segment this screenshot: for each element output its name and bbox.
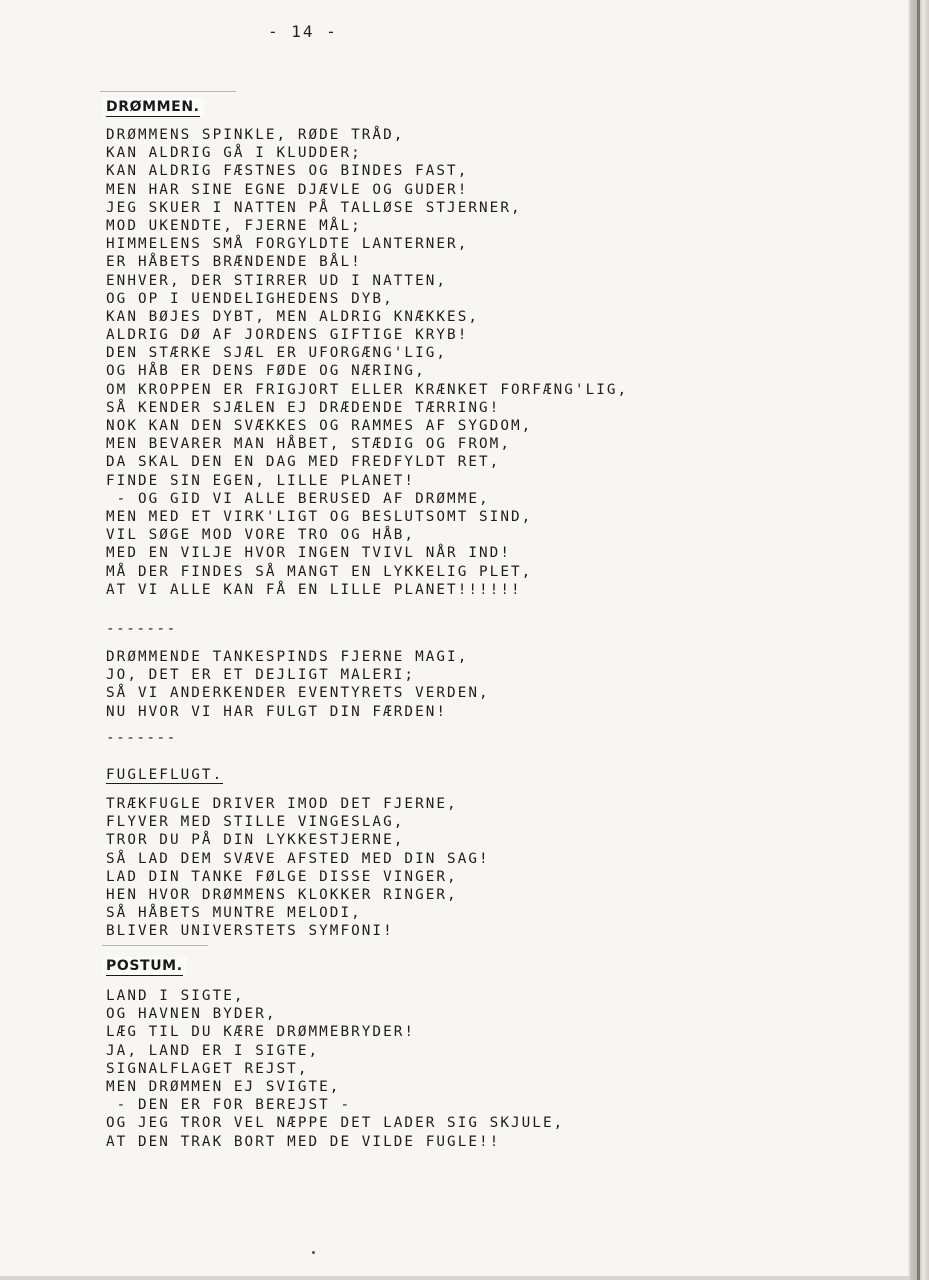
poem-line: AT VI ALLE KAN FÅ EN LILLE PLANET!!!!!!	[106, 581, 522, 598]
poem-line: SIGNALFLAGET REJST,	[106, 1060, 309, 1077]
poem-title-postum-text: POSTUM.	[106, 958, 183, 974]
poem-line: SÅ VI ANDERKENDER EVENTYRETS VERDEN,	[106, 685, 490, 702]
poem-magic	[106, 648, 490, 721]
poem-line: JA, LAND ER I SIGTE,	[106, 1042, 320, 1059]
page-number: - 14 -	[268, 22, 338, 41]
poem-line: DA SKAL DEN EN DAG MED FREDFYLDT RET,	[106, 454, 501, 471]
poem-line: FLYVER MED STILLE VINGESLAG,	[106, 814, 405, 831]
poem-line: MOD UKENDTE, FJERNE MÅL;	[106, 217, 362, 234]
poem-line: BLIVER UNIVERSTETS SYMFONI!	[106, 923, 394, 940]
poem-line: MEN BEVARER MAN HÅBET, STÆDIG OG FROM,	[106, 436, 511, 453]
poem-title-dreams	[102, 98, 204, 117]
poem-line: KAN ALDRIG GÅ I KLUDDER;	[106, 145, 362, 162]
poem-line: SÅ HÅBETS MUNTRE MELODI,	[106, 905, 362, 922]
poem-dreams	[106, 126, 628, 599]
poem-line: DRØMMENS SPINKLE, RØDE TRÅD,	[106, 127, 405, 143]
poem-line: ALDRIG DØ AF JORDENS GIFTIGE KRYB!	[106, 327, 469, 344]
poem-line: - DEN ER FOR BEREJST -	[106, 1097, 352, 1114]
poem-line: ER HÅBETS BRÆNDENDE BÅL!	[106, 254, 362, 271]
poem-line: MEN MED ET VIRK'LIGT OG BESLUTSOMT SIND,	[106, 508, 533, 525]
poem-birdflight	[106, 795, 490, 941]
poem-line: KAN BØJES DYBT, MEN ALDRIG KNÆKKES,	[106, 308, 480, 325]
poem-line: JEG SKUER I NATTEN PÅ TALLØSE STJERNER,	[106, 199, 522, 216]
poem-line: SÅ KENDER SJÆLEN EJ DRÆDENDE TÆRRING!	[106, 399, 501, 416]
poem-line: FINDE SIN EGEN, LILLE PLANET!	[106, 472, 416, 489]
poem-line: OG HAVNEN BYDER,	[106, 1006, 277, 1023]
poem-line: OG JEG TROR VEL NÆPPE DET LADER SIG SKJULE,	[106, 1115, 565, 1132]
poem-line: MEN HAR SINE EGNE DJÆVLE OG GUDER!	[106, 181, 469, 198]
poem-line: DEN STÆRKE SJÆL ER UFORGÆNG'LIG,	[106, 345, 448, 362]
separator: -------	[106, 730, 177, 746]
poem-title-dreams-text: DRØMMEN.	[106, 99, 200, 115]
poem-line: LÆG TIL DU KÆRE DRØMMEBRYDER!	[106, 1024, 416, 1041]
poem-line: OM KROPPEN ER FRIGJORT ELLER KRÆNKET FORFÆNG'LIG,	[106, 381, 629, 398]
poem-line: OG HÅB ER DENS FØDE OG NÆRING,	[106, 363, 426, 380]
poem-line: LAD DIN TANKE FØLGE DISSE VINGER,	[106, 868, 458, 885]
poem-line: DRØMMENDE TANKESPINDS FJERNE MAGI,	[106, 649, 469, 665]
poem-line: - OG GID VI ALLE BERUSED AF DRØMME,	[106, 490, 490, 507]
poem-line: JO, DET ER ET DEJLIGT MALERI;	[106, 667, 416, 684]
paper-speck	[312, 1251, 315, 1254]
poem-title-birdflight	[106, 767, 223, 783]
paste-strip-edge	[100, 91, 236, 92]
poem-line: TROR DU PÅ DIN LYKKESTJERNE,	[106, 832, 405, 849]
poem-postum	[106, 987, 564, 1151]
poem-line: MEN DRØMMEN EJ SVIGTE,	[106, 1078, 341, 1095]
poem-line: KAN ALDRIG FÆSTNES OG BINDES FAST,	[106, 163, 469, 180]
poem-line: VIL SØGE MOD VORE TRO OG HÅB,	[106, 527, 416, 544]
page-edge-shadow	[917, 0, 920, 1280]
poem-line: LAND I SIGTE,	[106, 988, 245, 1004]
poem-line: TRÆKFUGLE DRIVER IMOD DET FJERNE,	[106, 796, 458, 812]
poem-title-birdflight-text: FUGLEFLUGT.	[106, 767, 224, 783]
poem-line: AT DEN TRAK BORT MED DE VILDE FUGLE!!	[106, 1133, 501, 1150]
poem-line: MÅ DER FINDES SÅ MANGT EN LYKKELIG PLET,	[106, 563, 533, 580]
poem-line: NOK KAN DEN SVÆKKES OG RAMMES AF SYGDOM,	[106, 418, 533, 434]
poem-line: HEN HVOR DRØMMENS KLOKKER RINGER,	[106, 886, 458, 903]
poem-line: ENHVER, DER STIRRER UD I NATTEN,	[106, 272, 448, 289]
poem-line: MED EN VILJE HVOR INGEN TVIVL NÅR IND!	[106, 545, 511, 562]
poem-line: HIMMELENS SMÅ FORGYLDTE LANTERNER,	[106, 236, 469, 253]
poem-title-postum	[102, 957, 187, 976]
poem-line: SÅ LAD DEM SVÆVE AFSTED MED DIN SAG!	[106, 850, 490, 867]
separator: -------	[106, 621, 177, 637]
poem-line: NU HVOR VI HAR FULGT DIN FÆRDEN!	[106, 703, 448, 720]
paste-strip-edge	[102, 945, 208, 946]
poem-line: OG OP I UENDELIGHEDENS DYB,	[106, 290, 394, 307]
